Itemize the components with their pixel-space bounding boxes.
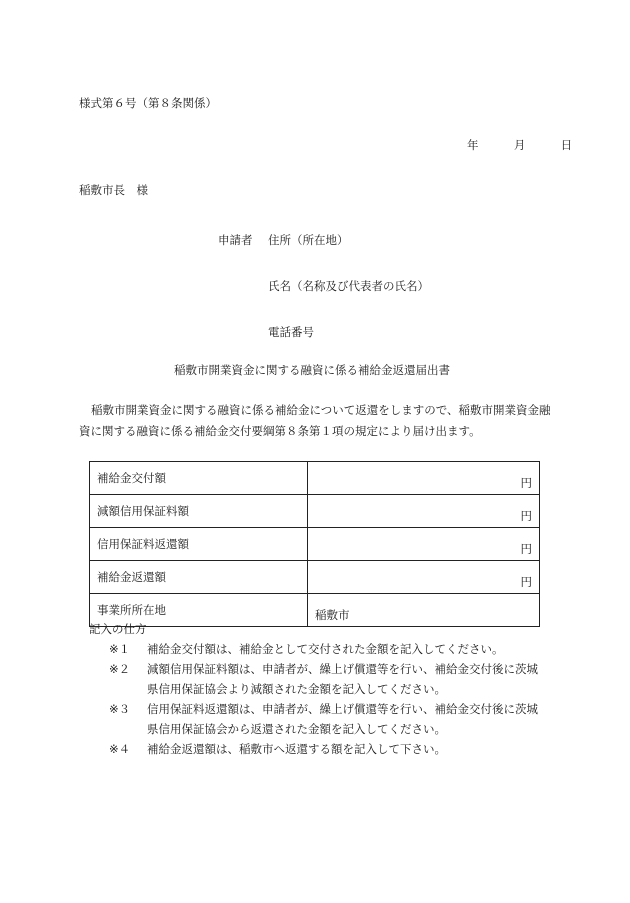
row-value: 円 xyxy=(308,528,540,561)
row-value: 円 xyxy=(308,462,540,495)
row-label: 信用保証料返還額 xyxy=(90,528,308,561)
table-row xyxy=(90,528,540,561)
note-item xyxy=(109,659,549,699)
instructions-heading: 記入の仕方 xyxy=(89,622,147,636)
table-row xyxy=(90,462,540,495)
form-number: 様式第６号（第８条関係） xyxy=(79,96,217,110)
body-text: 稲敷市開業資金に関する融資に係る補給金について返還をしますので、稲敷市開業資金融資に関する融資に係る補給金交付要綱第８条第１項の規定により届け出ます。 xyxy=(79,403,551,438)
applicant-address-label: 住所（所在地） xyxy=(268,233,349,247)
note-mark: ※４ xyxy=(109,742,131,756)
row-value: 稲敷市 xyxy=(308,594,540,627)
date-month: 月 xyxy=(513,138,526,152)
row-label: 事業所所在地 xyxy=(90,594,308,627)
row-value: 円 xyxy=(308,561,540,594)
note-mark: ※３ xyxy=(109,702,131,716)
note-item xyxy=(109,699,549,739)
note-mark: ※１ xyxy=(109,642,131,656)
note-item xyxy=(109,739,549,759)
row-value: 円 xyxy=(308,495,540,528)
table-row xyxy=(90,561,540,594)
instructions xyxy=(89,619,549,759)
note-mark: ※２ xyxy=(109,662,131,676)
note-text: 補給金交付額は、補給金として交付された金額を記入してください。 xyxy=(147,642,504,656)
row-label: 補給金返還額 xyxy=(90,561,308,594)
note-text: 減額信用保証料額は、申請者が、繰上げ償還等を行い、補給金交付後に茨城県信用保証協会より減額された金額を記入してください。 xyxy=(147,662,538,696)
date-line xyxy=(467,137,572,153)
note-item xyxy=(109,639,549,659)
table-row xyxy=(90,495,540,528)
document-title: 稲敷市開業資金に関する融資に係る補給金返還届出書 xyxy=(174,363,450,377)
note-text: 補給金返還額は、稲敷市へ返還する額を記入して下さい。 xyxy=(147,742,446,756)
applicant-phone-label: 電話番号 xyxy=(268,325,314,339)
amount-table xyxy=(89,461,540,627)
applicant-name-label: 氏名（名称及び代表者の氏名） xyxy=(268,279,429,293)
addressee: 稲敷市長 様 xyxy=(79,183,148,197)
row-label: 減額信用保証料額 xyxy=(90,495,308,528)
applicant-label: 申請者 xyxy=(218,233,253,247)
row-label: 補給金交付額 xyxy=(90,462,308,495)
note-text: 信用保証料返還額は、申請者が、繰上げ償還等を行い、補給金交付後に茨城県信用保証協会から返還された金額を記入してください。 xyxy=(147,702,538,736)
date-year: 年 xyxy=(467,138,479,152)
date-day: 日 xyxy=(560,138,573,152)
